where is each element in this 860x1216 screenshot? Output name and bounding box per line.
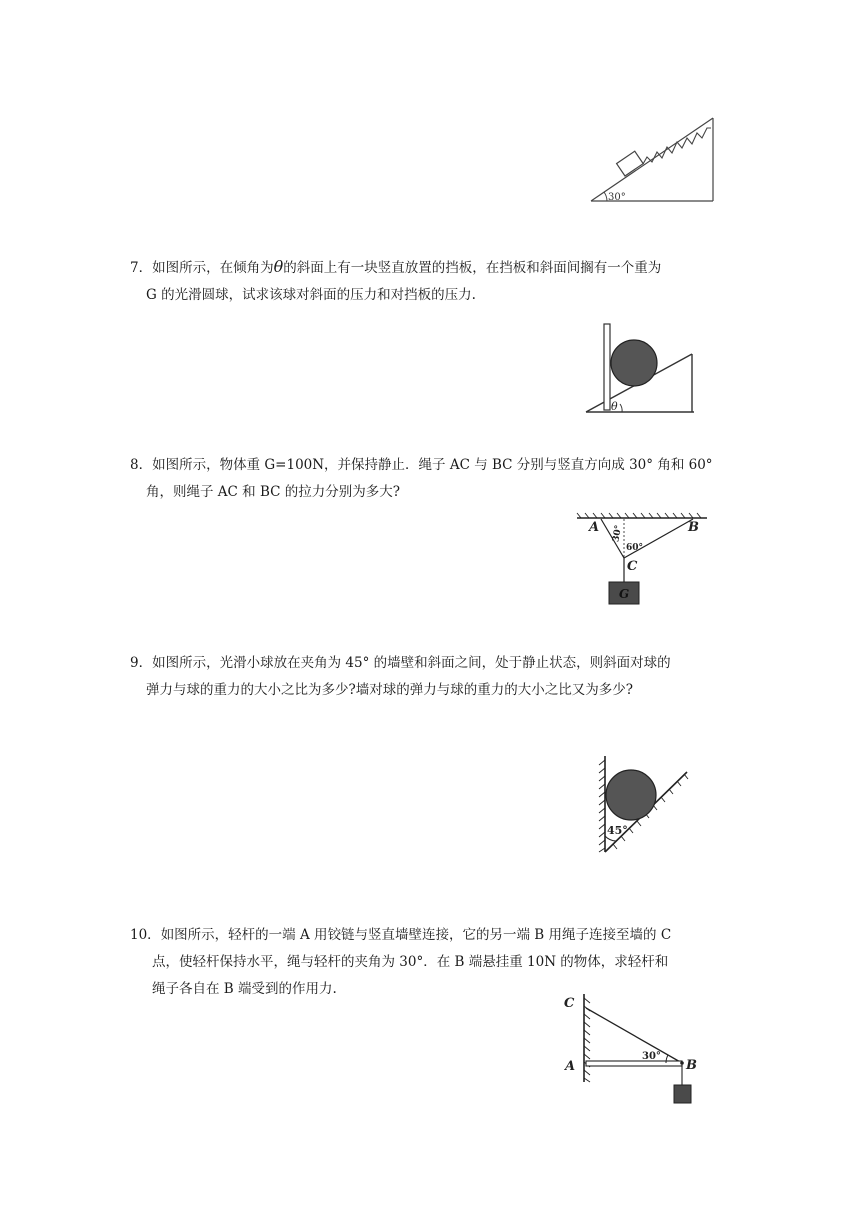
question-text: G 的光滑圆球，试求该球对斜面的压力和对挡板的压力.	[146, 287, 476, 303]
label-c: C	[627, 559, 638, 574]
question-text: 点，使轻杆保持水平，绳与轻杆的夹角为 30°．在 B 端悬挂重 10N 的物体，求轻杆和	[152, 954, 669, 970]
rod-rope-wall-figure	[560, 990, 700, 1108]
question-text: 弹力与球的重力的大小之比为多少?墙对球的弹力与球的重力的大小之比又为多少?	[146, 682, 633, 698]
angle-label: 30°	[608, 192, 626, 203]
ball	[611, 340, 657, 386]
question-text: 角，则绳子 AC 和 BC 的拉力分别为多大?	[146, 484, 400, 500]
angle-30-label: 30°	[611, 524, 625, 543]
question-number: 10．	[130, 927, 161, 943]
question-number: 9．	[130, 655, 153, 671]
label-a: A	[565, 1059, 576, 1074]
question-number: 7．	[130, 260, 153, 276]
angle-label: 45°	[607, 824, 628, 837]
weight-block	[674, 1085, 691, 1103]
ball-wall-incline-figure	[595, 752, 695, 857]
question-text: 如图所示，光滑小球放在夹角为 45° 的墙壁和斜面之间，处于静止状态，则斜面对球的	[152, 655, 671, 671]
label-a: A	[589, 520, 600, 535]
angle-60-label: 60°	[626, 543, 644, 553]
angle-label: 30°	[642, 1051, 661, 1062]
question-text: 绳子各自在 B 端受到的作用力.	[152, 981, 337, 997]
question-text: 如图所示，轻杆的一端 A 用铰链与竖直墙壁连接，它的另一端 B 用绳子连接至墙的 C	[160, 927, 672, 943]
label-b: B	[686, 1058, 697, 1073]
theta-symbol: θ	[273, 257, 284, 276]
question-text: 如图所示，物体重 G=100N，并保持静止．绳子 AC 与 BC 分别与竖直方向成 30° 角和 60°	[152, 457, 713, 473]
question-text: 的斜面上有一块竖直放置的挡板，在挡板和斜面间搁有一个重为	[283, 260, 662, 276]
question-8	[130, 452, 730, 506]
label-c: C	[564, 996, 575, 1011]
question-9	[130, 650, 730, 704]
label-b: B	[688, 520, 699, 535]
ball	[606, 770, 656, 820]
question-7	[130, 253, 730, 309]
angle-label: θ	[611, 400, 618, 413]
question-number: 8．	[130, 457, 153, 473]
weight-label: G	[619, 587, 630, 601]
question-text: 如图所示，在倾角为	[152, 260, 274, 276]
ball-board-incline-figure	[580, 318, 705, 418]
two-rope-ceiling-figure	[575, 510, 710, 610]
incline-spring-figure	[585, 112, 720, 207]
